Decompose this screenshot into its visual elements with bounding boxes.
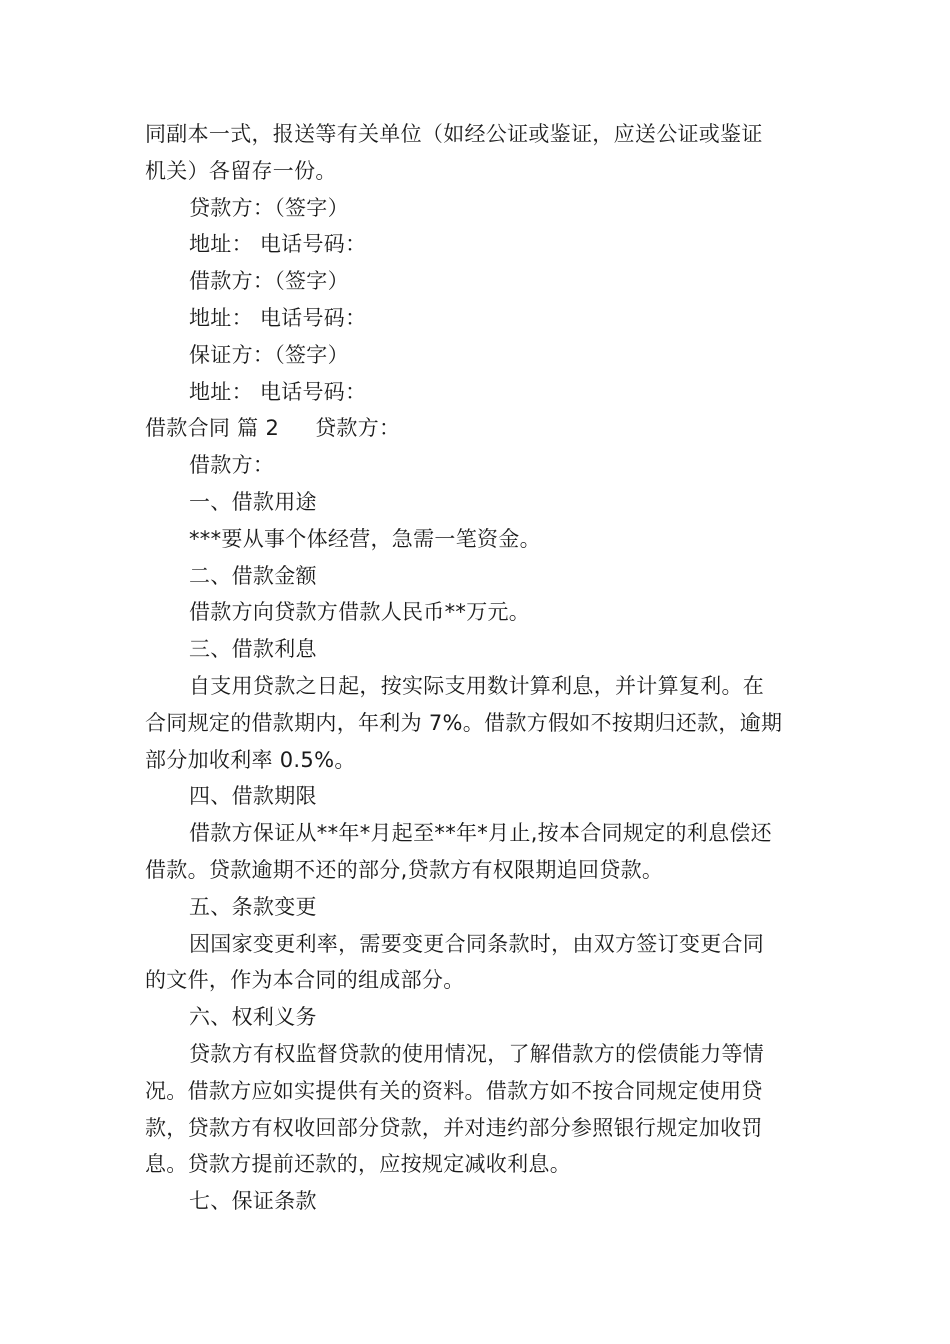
borrower-label: 借款方： [189,453,275,478]
text-line: 同副本一式，报送等有关单位（如经公证或鉴证，应送公证或鉴证 [145,122,763,146]
lender-label: 贷款方： [315,416,401,441]
paragraph-line: ***要从事个体经营，急需一笔资金。 [189,526,541,551]
section-heading: 六、权利义务 [189,1005,317,1030]
borrower-address-line: 地址： 电话号码： [189,305,367,330]
paragraph-line: 借款方向贷款方借款人民币**万元。 [189,600,531,625]
section-heading: 五、条款变更 [189,894,317,919]
paragraph-line: 因国家变更利率，需要变更合同条款时，由双方签订变更合同 [189,931,765,956]
contract-title: 借款合同 篇 2 [145,416,280,441]
guarantor-signature-line: 保证方：（签字） [189,342,349,367]
section-heading: 七、保证条款 [189,1189,317,1214]
paragraph-line: 的文件，作为本合同的组成部分。 [145,968,465,993]
paragraph-line: 借款。贷款逾期不还的部分,贷款方有权限期追回贷款。 [145,857,664,882]
lender-address-line: 地址： 电话号码： [189,232,367,257]
section-heading: 一、借款用途 [189,489,317,514]
guarantor-address-line: 地址： 电话号码： [189,379,367,404]
section-heading: 三、借款利息 [189,637,317,662]
text-line: 机关）各留存一份。 [145,158,337,183]
lender-signature-line: 贷款方：（签字） [189,195,349,220]
paragraph-line: 自支用贷款之日起，按实际支用数计算利息，并计算复利。在 [189,673,765,698]
paragraph-line: 合同规定的借款期内，年利为 7%。借款方假如不按期归还款，逾期 [145,710,783,735]
paragraph-line: 款，贷款方有权收回部分贷款，并对违约部分参照银行规定加收罚 [145,1115,763,1140]
section-heading: 二、借款金额 [189,563,317,588]
paragraph-line: 息。贷款方提前还款的，应按规定减收利息。 [145,1152,571,1177]
borrower-signature-line: 借款方：（签字） [189,269,349,294]
paragraph-line: 况。借款方应如实提供有关的资料。借款方如不按合同规定使用贷 [145,1078,763,1103]
document-body [145,116,810,1220]
paragraph-line: 借款方保证从**年*月起至**年*月止,按本合同规定的利息偿还 [189,821,772,846]
paragraph-line: 部分加收利率 0.5%。 [145,747,356,772]
paragraph-line: 贷款方有权监督贷款的使用情况，了解借款方的偿债能力等情 [189,1041,765,1066]
section-heading: 四、借款期限 [189,784,317,809]
contract-heading [145,410,810,447]
